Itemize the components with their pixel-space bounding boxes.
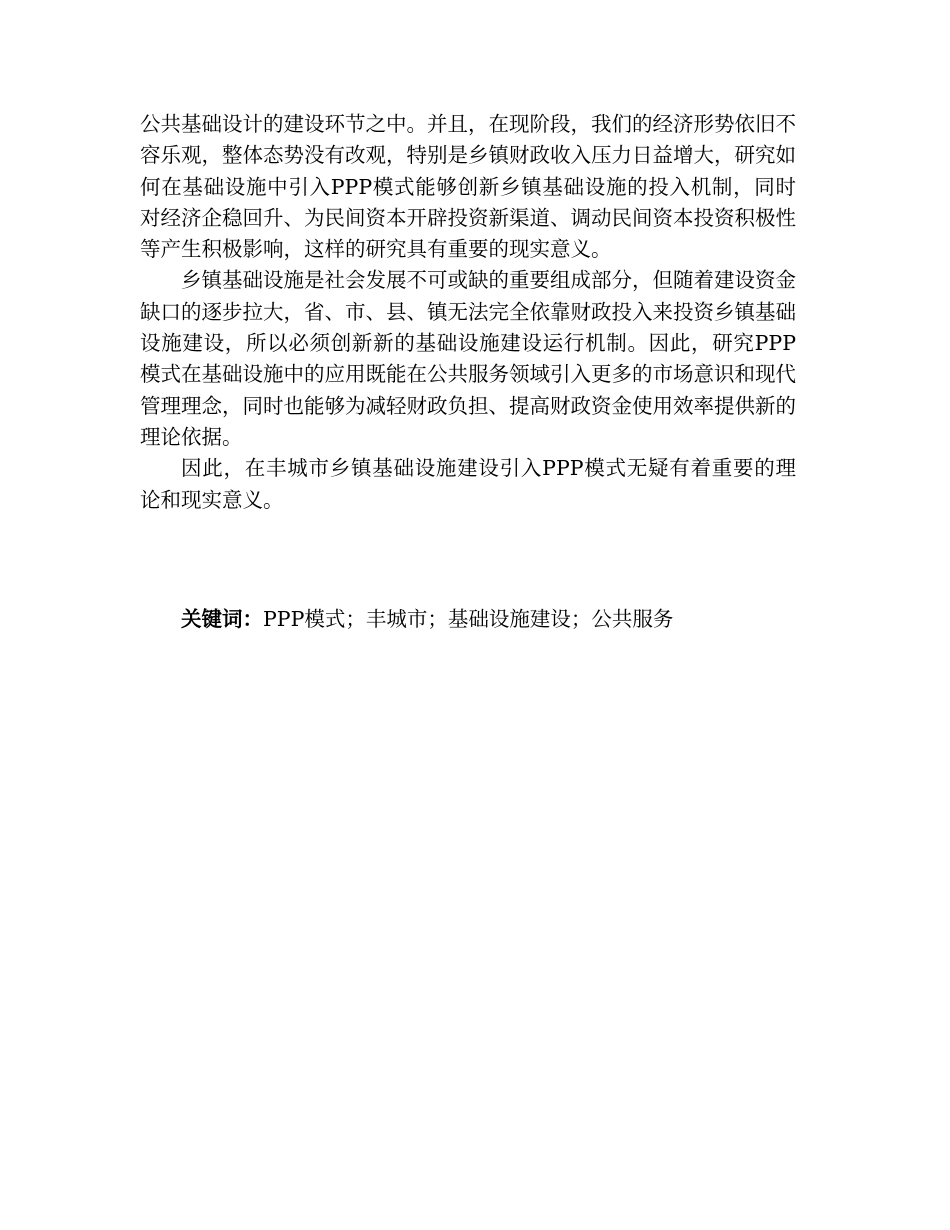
- body-text: [140, 109, 796, 516]
- paragraph-1: 公共基础设计的建设环节之中。并且，在现阶段，我们的经济形势依旧不容乐观，整体态势没有改观，特别是乡镇财政收入压力日益增大，研究如何在基础设施中引入PPP模式能够创新乡镇基础设施的投入机制，同时对经济企稳回升、为民间资本开辟投资新渠道、调动民间资本投资积极性等产生积极影响，这样的研究具有重要的现实意义。: [140, 112, 796, 262]
- keywords-value: PPP模式；丰城市；基础设施建设；公共服务: [263, 607, 674, 631]
- keywords-line: [181, 604, 673, 635]
- paragraph-2: 乡镇基础设施是社会发展不可或缺的重要组成部分，但随着建设资金缺口的逐步拉大，省、市、县、镇无法完全依靠财政投入来投资乡镇基础设施建设，所以必须创新新的基础设施建设运行机制。因此，研究PPP模式在基础设施中的应用既能在公共服务领域引入更多的市场意识和现代管理理念，同时也能够为减轻财政负担、提高财政资金使用效率提供新的理论依据。: [140, 268, 796, 449]
- paragraph-3: 因此，在丰城市乡镇基础设施建设引入PPP模式无疑有着重要的理论和现实意义。: [140, 456, 796, 512]
- keywords-label: 关键词：: [181, 607, 263, 631]
